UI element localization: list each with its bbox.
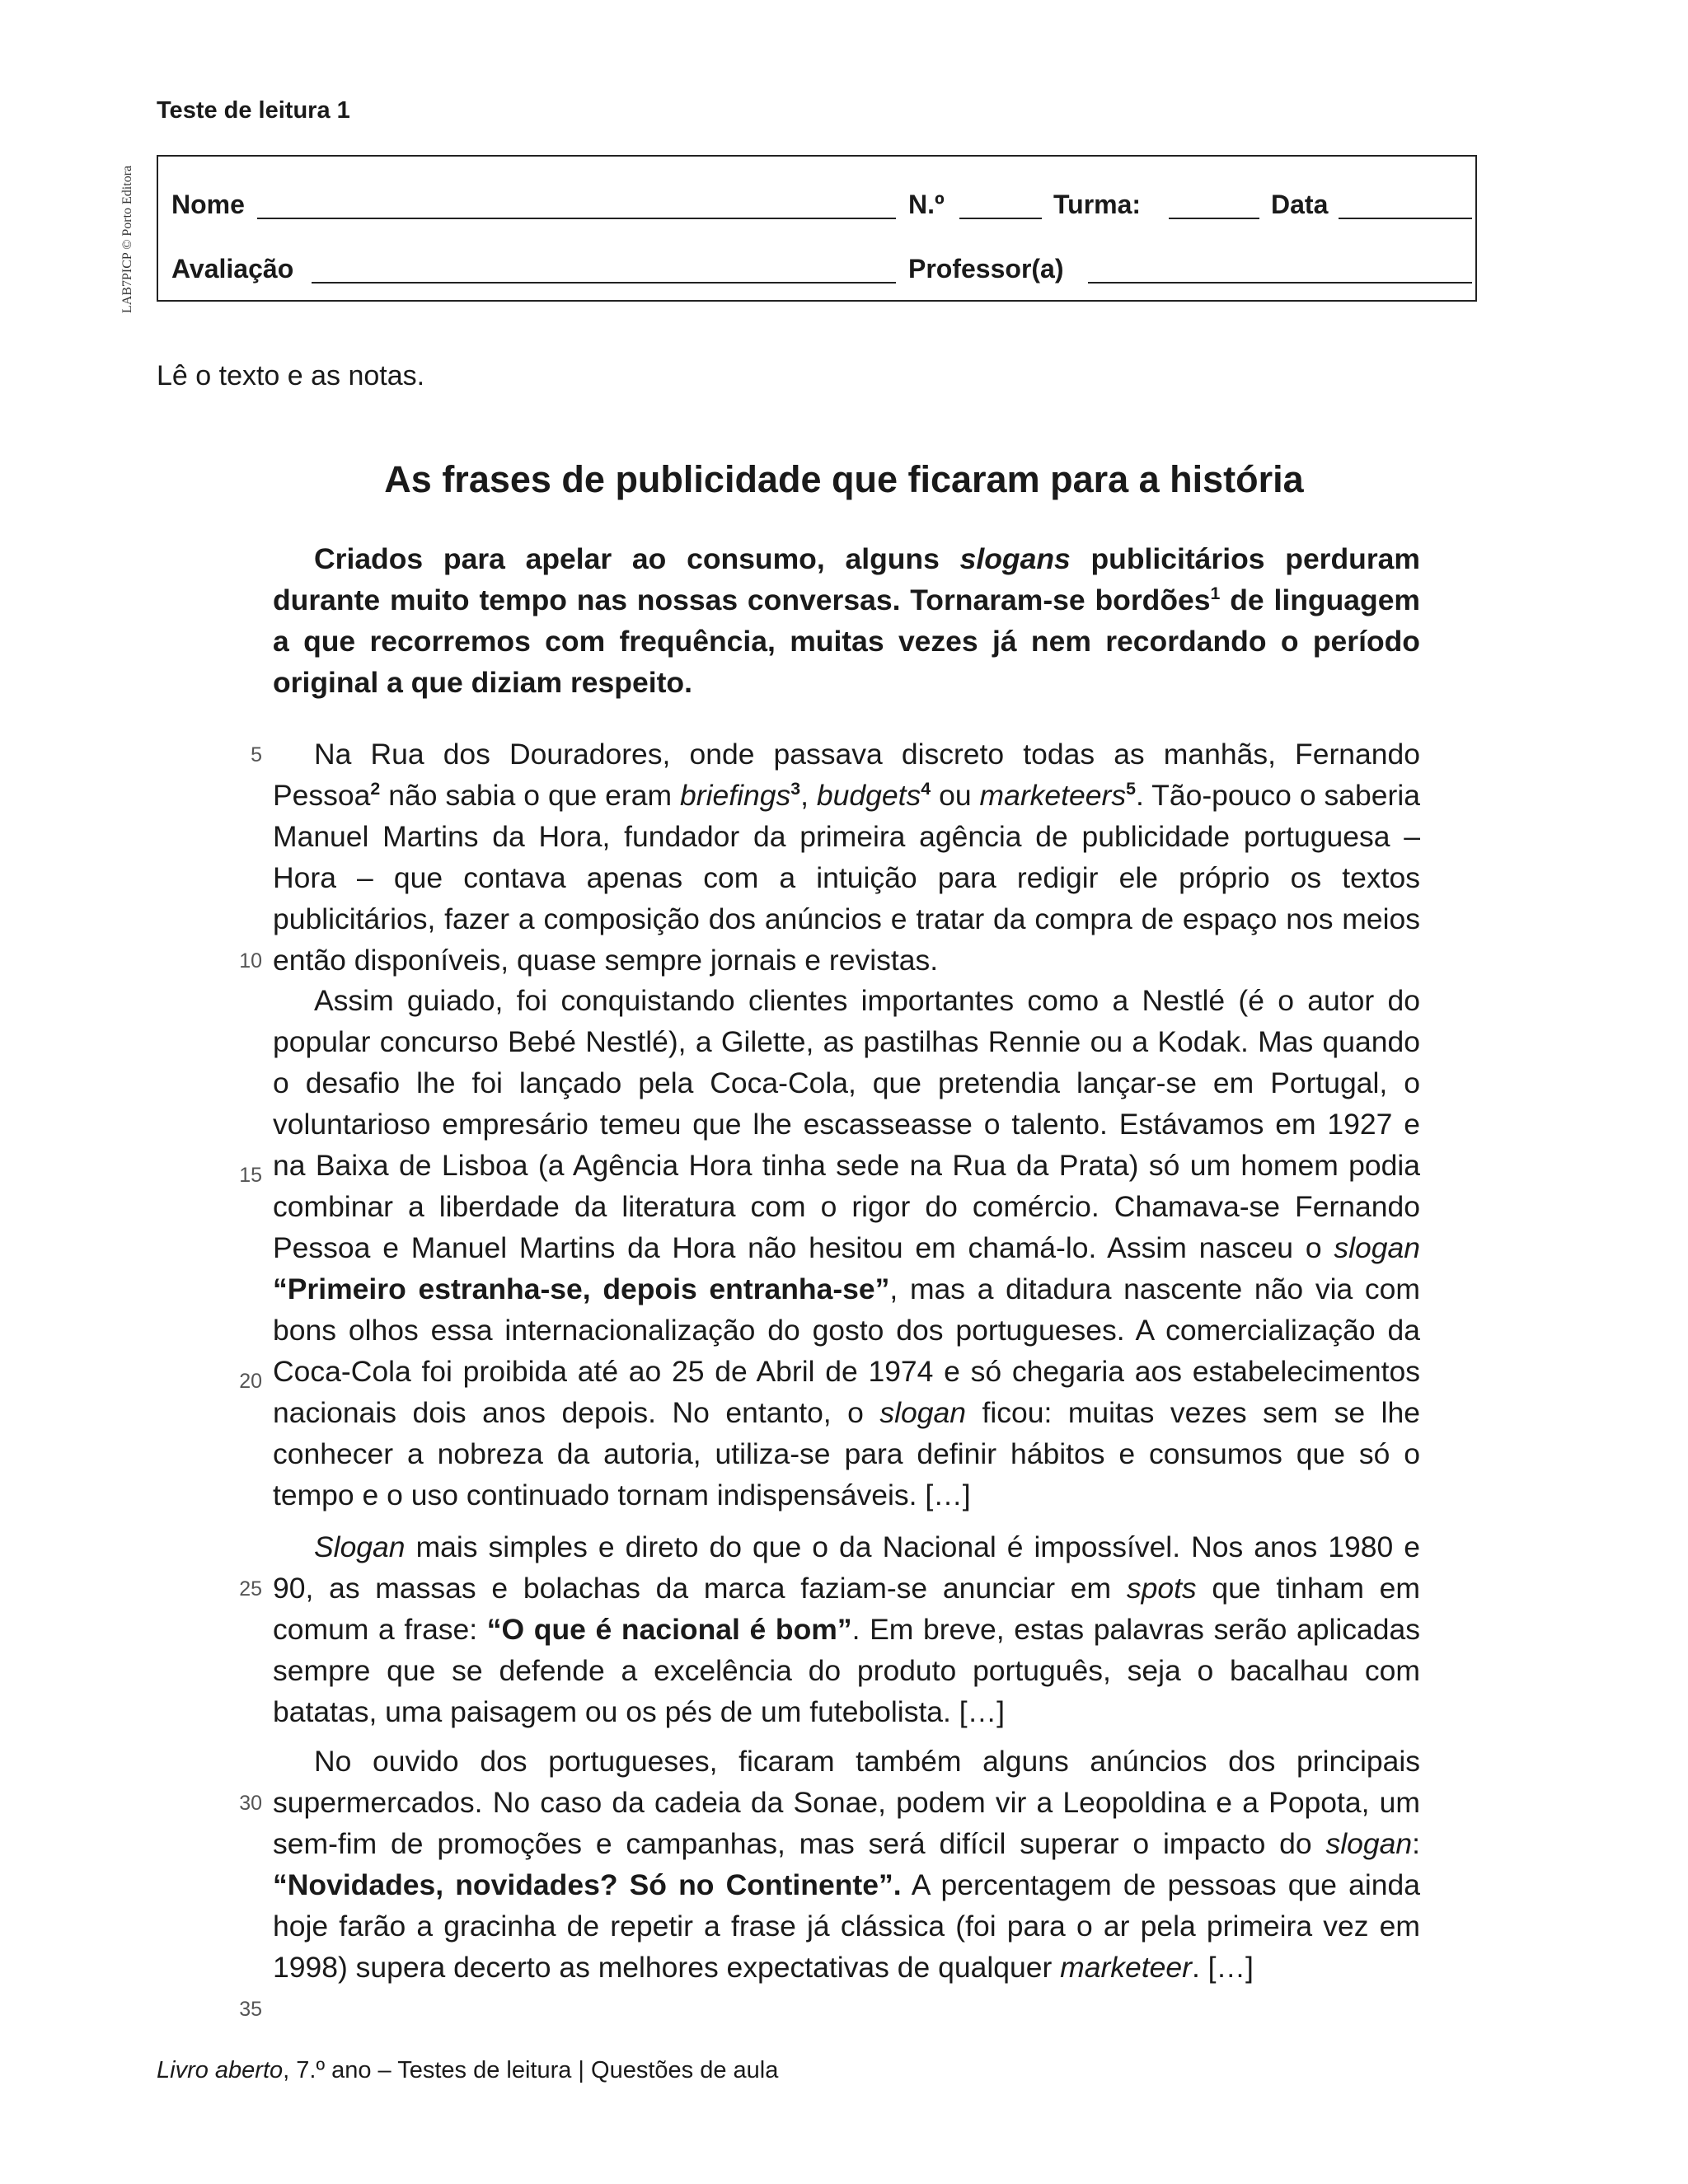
name-label: Nome bbox=[171, 190, 245, 219]
teacher-label: Professor(a) bbox=[908, 254, 1064, 284]
evaluation-field[interactable] bbox=[312, 282, 896, 284]
paragraph-3: Slogan mais simples e direto do que o da Nacional é impossível. Nos anos 1980 e 90, as massas e bolachas da marca faziam-se anunciar em spots que tinham em comum a frase: “O que é nacional é bom”. Em breve, estas palavras serão aplicadas sempre que se defende a excelência do produto português, seja o bacalhau com batatas, uma paisagem ou os pés de um futebolista. […] bbox=[273, 1530, 1420, 1728]
page-footer: Livro aberto, 7.º ano – Testes de leitura | Questões de aula bbox=[157, 2057, 779, 2083]
paragraph-2: Assim guiado, foi conquistando clientes importantes como a Nestlé (é o autor do popular concurso Bebé Nestlé), a Gilette, as pastilhas Rennie ou a Kodak. Mas quando o desafio lhe foi lançado pela Coca-Cola, que pretendia lançar-se em Portugal, o voluntarioso empresário temeu que lhe escasseasse o talento. Estávamos em 1927 e na Baixa de Lisboa (a Agência Hora tinha sede na Rua da Prata) só um homem podia combinar a liberdade da literatura com o rigor do comércio. Chamava-se Fernando Pessoa e Manuel Martins da Hora não hesitou em chamá-lo. Assim nasceu o slogan “Primeiro estranha-se, depois entranha-se”, mas a ditadura nascente não via com bons olhos essa internacionalização do gosto dos portugueses. A comercialização da Coca-Cola foi proibida até ao 25 de Abril de 1974 e só chegaria aos estabelecimentos nacionais dois anos depois. No entanto, o slogan ficou: muitas vezes sem se lhe conhecer a nobreza da autoria, utiliza-se para definir hábitos e consumos que só o tempo e o uso continuado tornam indispensáveis. […] bbox=[273, 984, 1420, 1511]
test-header-label: Teste de leitura 1 bbox=[157, 97, 350, 124]
article-lead: Criados para apelar ao consumo, alguns slogans publicitários perduram durante muito tempo nas nossas conversas. Tornaram-se bordões$^1$ de linguagem a que recorremos com frequência, muitas vezes já nem recordando o período original a que diziam respeito. bbox=[273, 542, 1420, 699]
evaluation-label: Avaliação bbox=[171, 254, 294, 284]
article-title: As frases de publicidade que ficaram para a história bbox=[384, 458, 1304, 500]
date-field[interactable] bbox=[1339, 218, 1472, 219]
student-id-box bbox=[157, 155, 1477, 302]
instruction-text: Lê o texto e as notas. bbox=[157, 360, 425, 391]
paragraph-4: No ouvido dos portugueses, ficaram também alguns anúncios dos principais supermercados. No caso da cadeia da Sonae, podem vir a Leopoldina e a Popota, um sem-fim de promoções e campanhas, mas será difícil superar o impacto do slogan: “Novidades, novidades? Só no Continente”. A percentagem de pessoas que ainda hoje farão a gracinha de repetir a frase já clássica (foi para o ar pela primeira vez em 1998) supera decerto as melhores expectativas de qualquer marketeer. […] bbox=[273, 1745, 1420, 1984]
line-number: 10 bbox=[239, 949, 262, 972]
line-number: 15 bbox=[239, 1164, 262, 1187]
publisher-credit: LAB7PICP © Porto Editora bbox=[120, 165, 134, 313]
class-field[interactable] bbox=[1169, 218, 1259, 219]
name-field[interactable] bbox=[257, 218, 896, 219]
number-label: N.º bbox=[908, 190, 945, 219]
line-number: 20 bbox=[239, 1370, 262, 1393]
number-field[interactable] bbox=[959, 218, 1042, 219]
class-label: Turma: bbox=[1053, 190, 1142, 219]
line-number: 5 bbox=[251, 743, 262, 766]
teacher-field[interactable] bbox=[1088, 282, 1472, 284]
line-number: 35 bbox=[239, 1998, 262, 2021]
date-label: Data bbox=[1271, 190, 1329, 219]
paragraph-1: Na Rua dos Douradores, onde passava discreto todas as manhãs, Fernando Pessoa$^2$ não sabia o que eram briefings$^3$, budgets$^4$ ou marketeers$^5$. Tão-pouco o saberia Manuel Martins da Hora, fundador da primeira agência de publicidade portuguesa – Hora – que contava apenas com a intuição para redigir ele próprio os textos publicitários, fazer a composição dos anúncios e tratar da compra de espaço nos meios então disponíveis, quase sempre jornais e revistas. bbox=[273, 738, 1420, 977]
line-number: 25 bbox=[239, 1577, 262, 1601]
line-number: 30 bbox=[239, 1792, 262, 1815]
